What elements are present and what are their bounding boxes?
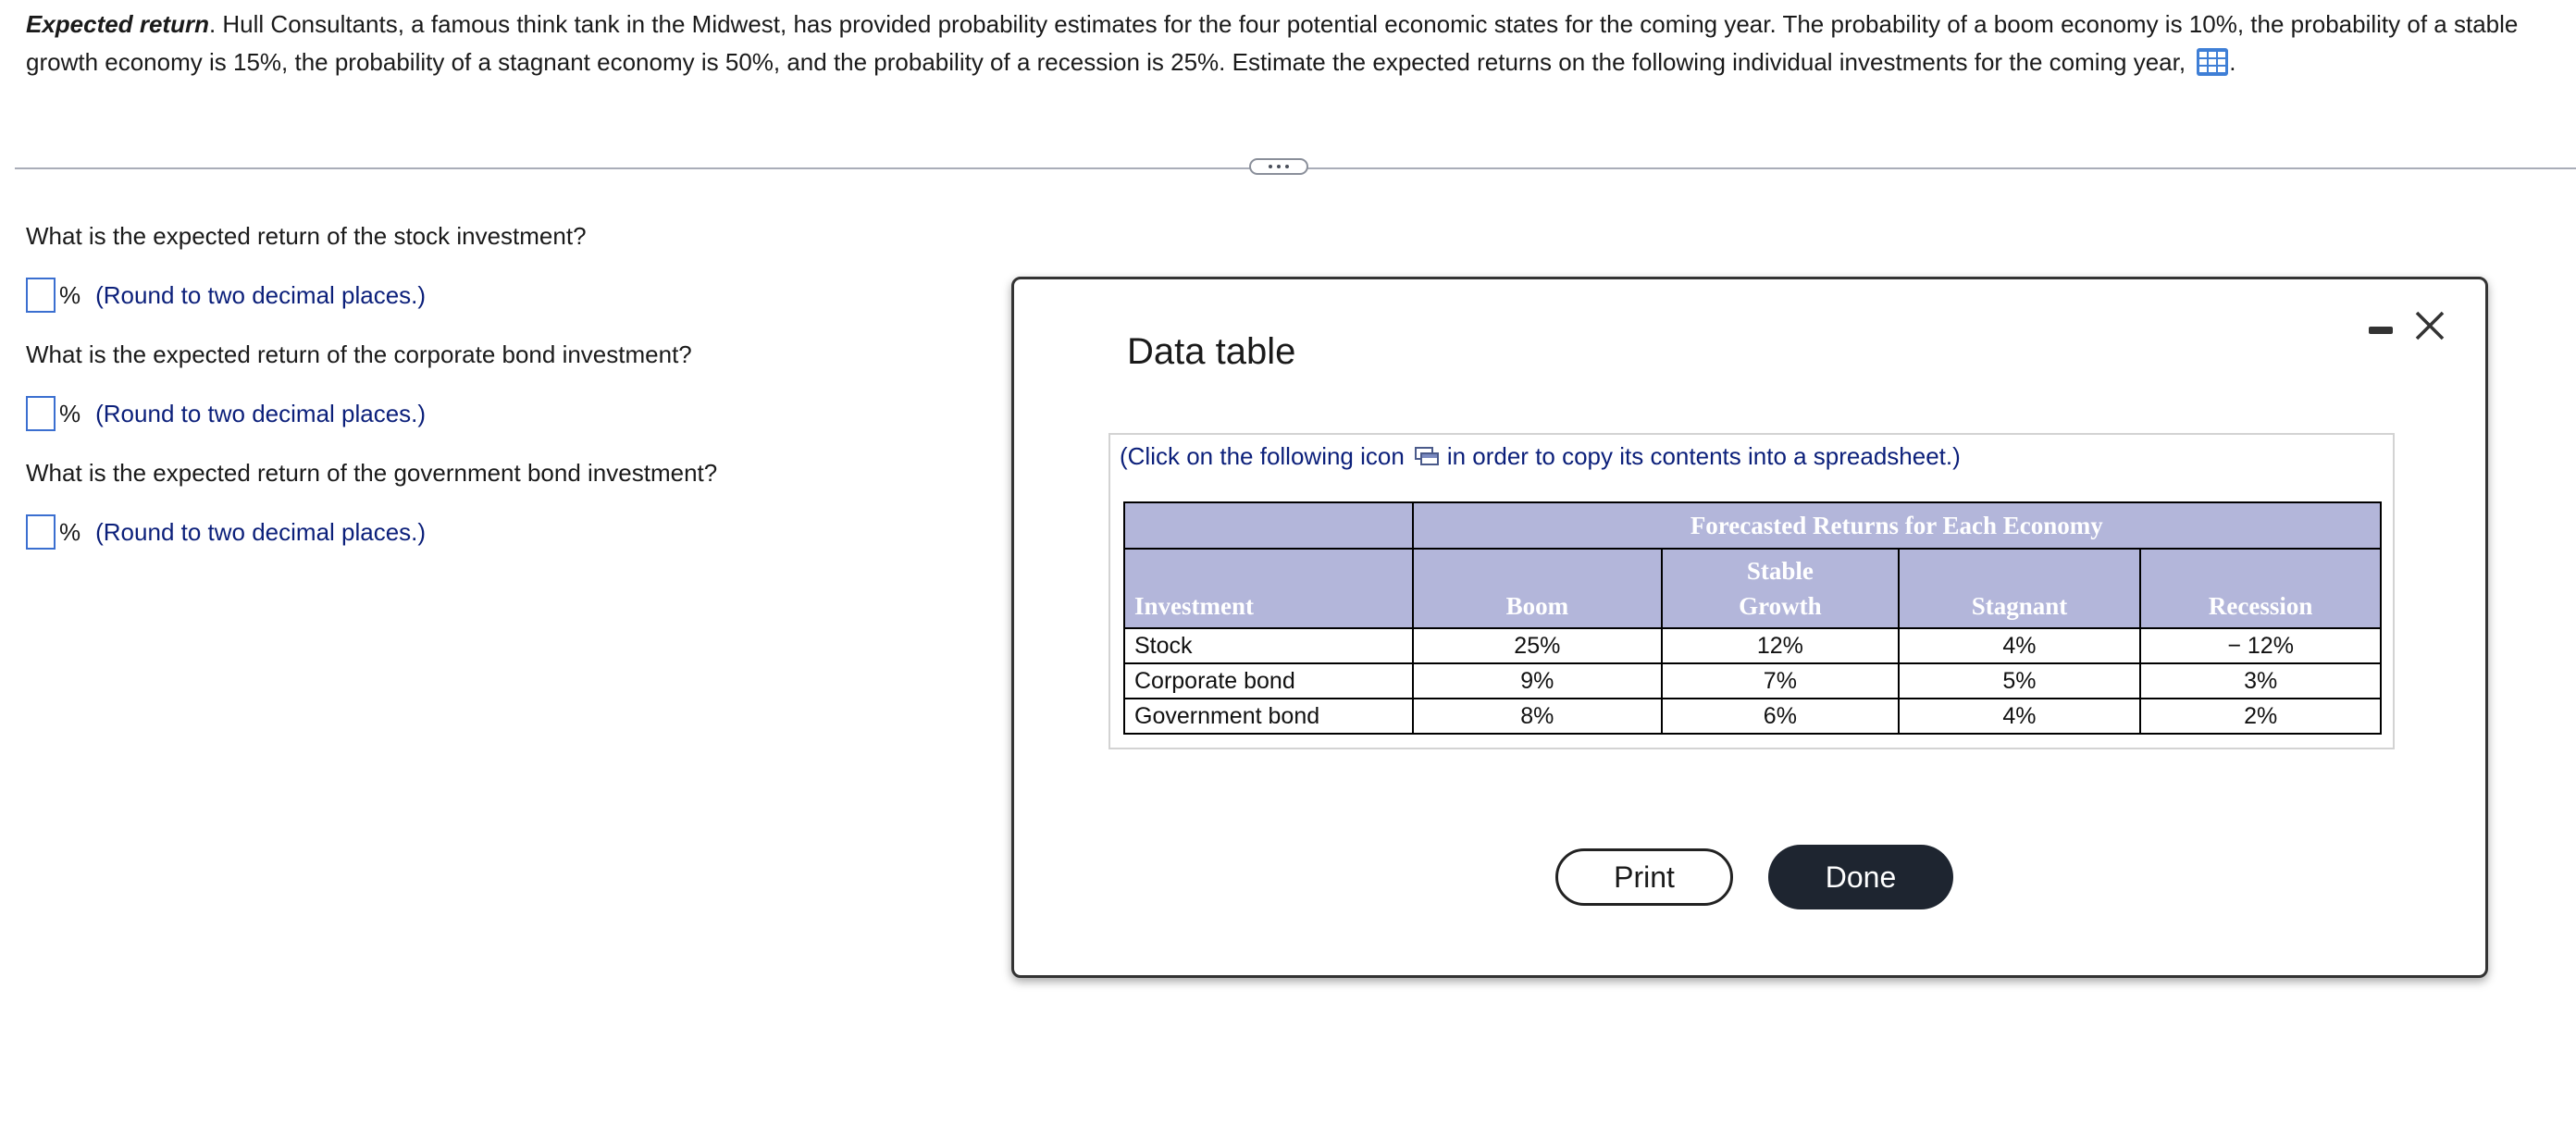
answer-row-government-bond [26, 514, 426, 550]
answer-row-stock [26, 278, 426, 313]
percent-unit: % [59, 399, 81, 427]
returns-table [1123, 501, 2382, 735]
col-stable-line2: Growth [1739, 592, 1822, 620]
done-button[interactable]: Done [1768, 845, 1953, 909]
minimize-icon[interactable] [2369, 327, 2393, 334]
col-investment: Investment [1124, 549, 1413, 628]
row-name: Corporate bond [1124, 663, 1413, 699]
cell-recession: 2% [2140, 699, 2381, 734]
row-name: Government bond [1124, 699, 1413, 734]
round-hint: (Round to two decimal places.) [95, 399, 427, 427]
cell-stagnant: 4% [1899, 628, 2141, 663]
col-stable-line1: Stable [1746, 557, 1814, 585]
col-stagnant: Stagnant [1899, 549, 2141, 628]
col-boom: Boom [1413, 549, 1663, 628]
group-header: Forecasted Returns for Each Economy [1413, 502, 2381, 549]
header-blank [1124, 502, 1413, 549]
col-stable-growth [1662, 549, 1899, 628]
more-dots-icon[interactable] [1249, 158, 1308, 175]
percent-unit: % [59, 517, 81, 546]
cell-recession: − 12% [2140, 628, 2381, 663]
cell-stable: 6% [1662, 699, 1899, 734]
dialog-title: Data table [1127, 331, 1296, 372]
problem-statement [26, 6, 2552, 81]
col-recession: Recession [2140, 549, 2381, 628]
problem-text: . Hull Consultants, a famous think tank in the Midwest, has provided probability estimates for the four potential economic states for the coming year. The probability of a boom economy is 10%, the probability of a stable growth economy is 15%, the probability of a stagnant economy is 50%, and the probability of a recession is 25%. Estimate the expected returns on the following individual investments for the coming year, [26, 10, 2519, 76]
table-row [1124, 699, 2381, 734]
copy-icon[interactable] [1414, 445, 1440, 467]
close-icon[interactable] [2411, 307, 2448, 344]
table-grid-icon[interactable] [2196, 47, 2229, 77]
question-government-bond: What is the expected return of the government bond investment? [26, 459, 718, 487]
cell-boom: 25% [1413, 628, 1663, 663]
percent-unit: % [59, 280, 81, 309]
problem-end: . [2229, 48, 2236, 76]
cell-stagnant: 5% [1899, 663, 2141, 699]
table-row [1124, 663, 2381, 699]
print-button[interactable]: Print [1555, 848, 1733, 906]
corporate-bond-return-input[interactable] [26, 396, 56, 431]
question-stock: What is the expected return of the stock investment? [26, 222, 587, 250]
government-bond-return-input[interactable] [26, 514, 56, 550]
stock-return-input[interactable] [26, 278, 56, 313]
cell-boom: 9% [1413, 663, 1663, 699]
cell-stable: 12% [1662, 628, 1899, 663]
answer-row-corporate-bond [26, 396, 426, 431]
cell-recession: 3% [2140, 663, 2381, 699]
round-hint: (Round to two decimal places.) [95, 517, 427, 546]
data-panel [1108, 433, 2395, 749]
cell-stable: 7% [1662, 663, 1899, 699]
problem-title: Expected return [26, 10, 209, 38]
round-hint: (Round to two decimal places.) [95, 280, 427, 309]
question-corporate-bond: What is the expected return of the corporate bond investment? [26, 340, 692, 368]
data-table-dialog [1011, 277, 2488, 978]
cell-boom: 8% [1413, 699, 1663, 734]
row-name: Stock [1124, 628, 1413, 663]
copy-text-after: in order to copy its contents into a spreadsheet.) [1446, 442, 1961, 470]
cell-stagnant: 4% [1899, 699, 2141, 734]
copy-instruction [1120, 442, 1961, 471]
copy-text-before: (Click on the following icon [1120, 442, 1405, 470]
table-row [1124, 628, 2381, 663]
